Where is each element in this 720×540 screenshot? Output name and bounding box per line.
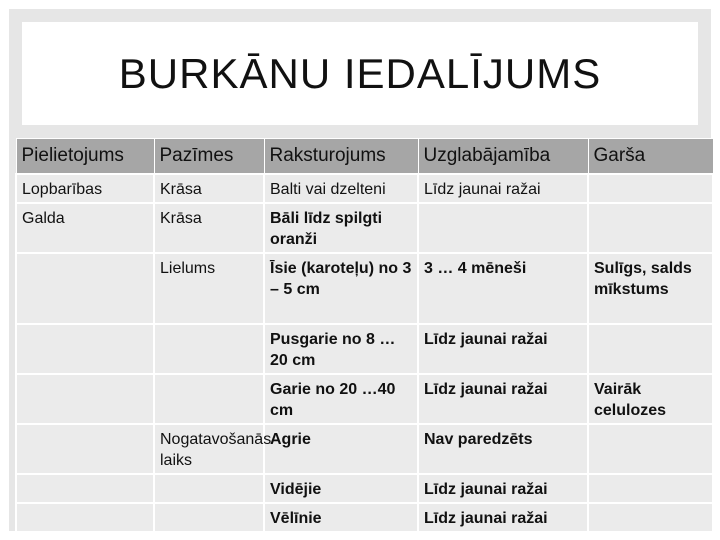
table-cell xyxy=(154,503,264,532)
carrot-table xyxy=(15,138,714,533)
table-header-row xyxy=(16,139,713,175)
table-cell xyxy=(154,324,264,374)
table-cell xyxy=(154,374,264,424)
table-cell: Nav paredzēts xyxy=(418,424,588,474)
table-row xyxy=(16,503,713,532)
table-cell: Garie no 20 …40 cm xyxy=(264,374,418,424)
table-row xyxy=(16,324,713,374)
table-cell xyxy=(16,424,154,474)
table-cell xyxy=(16,503,154,532)
table-cell xyxy=(588,474,713,503)
table-cell xyxy=(588,503,713,532)
slide-title: BURKĀNU IEDALĪJUMS xyxy=(118,49,602,97)
table-cell: Vēlīnie xyxy=(264,503,418,532)
table-cell xyxy=(418,203,588,253)
column-header: Pielietojums xyxy=(16,139,154,175)
table-row xyxy=(16,374,713,424)
table-cell: Vidējie xyxy=(264,474,418,503)
column-header: Raksturojums xyxy=(264,139,418,175)
table-row xyxy=(16,203,713,253)
table-row xyxy=(16,474,713,503)
table-cell: Krāsa xyxy=(154,174,264,203)
column-header: Pazīmes xyxy=(154,139,264,175)
table-cell: Lopbarības xyxy=(16,174,154,203)
table-cell: Pusgarie no 8 … 20 cm xyxy=(264,324,418,374)
table-cell xyxy=(154,474,264,503)
table-cell: Galda xyxy=(16,203,154,253)
table-cell: Līdz jaunai ražai xyxy=(418,174,588,203)
table-cell: Līdz jaunai ražai xyxy=(418,474,588,503)
table-cell xyxy=(16,374,154,424)
table-cell: Līdz jaunai ražai xyxy=(418,324,588,374)
table-cell xyxy=(16,253,154,324)
table-cell: Līdz jaunai ražai xyxy=(418,374,588,424)
table-row xyxy=(16,174,713,203)
table-row xyxy=(16,424,713,474)
table-cell xyxy=(16,474,154,503)
table-cell: Īsie (karoteļu) no 3 – 5 cm xyxy=(264,253,418,324)
table-cell xyxy=(588,324,713,374)
table-cell: Bāli līdz spilgti oranži xyxy=(264,203,418,253)
table-cell xyxy=(588,424,713,474)
table-cell: Sulīgs, salds mīkstums xyxy=(588,253,713,324)
table-cell: Lielums xyxy=(154,253,264,324)
column-header: Uzglabājamība xyxy=(418,139,588,175)
table-cell: Agrie xyxy=(264,424,418,474)
table-cell xyxy=(588,174,713,203)
column-header: Garša xyxy=(588,139,713,175)
table-cell: Balti vai dzelteni xyxy=(264,174,418,203)
table-cell: Līdz jaunai ražai xyxy=(418,503,588,532)
table-cell xyxy=(588,203,713,253)
table-cell: Nogatavošanās laiks xyxy=(154,424,264,474)
table-row xyxy=(16,253,713,324)
table-cell: Krāsa xyxy=(154,203,264,253)
table-cell: 3 … 4 mēneši xyxy=(418,253,588,324)
title-box xyxy=(22,22,698,125)
table-container xyxy=(15,138,712,533)
table-cell xyxy=(16,324,154,374)
table-cell: Vairāk celulozes xyxy=(588,374,713,424)
